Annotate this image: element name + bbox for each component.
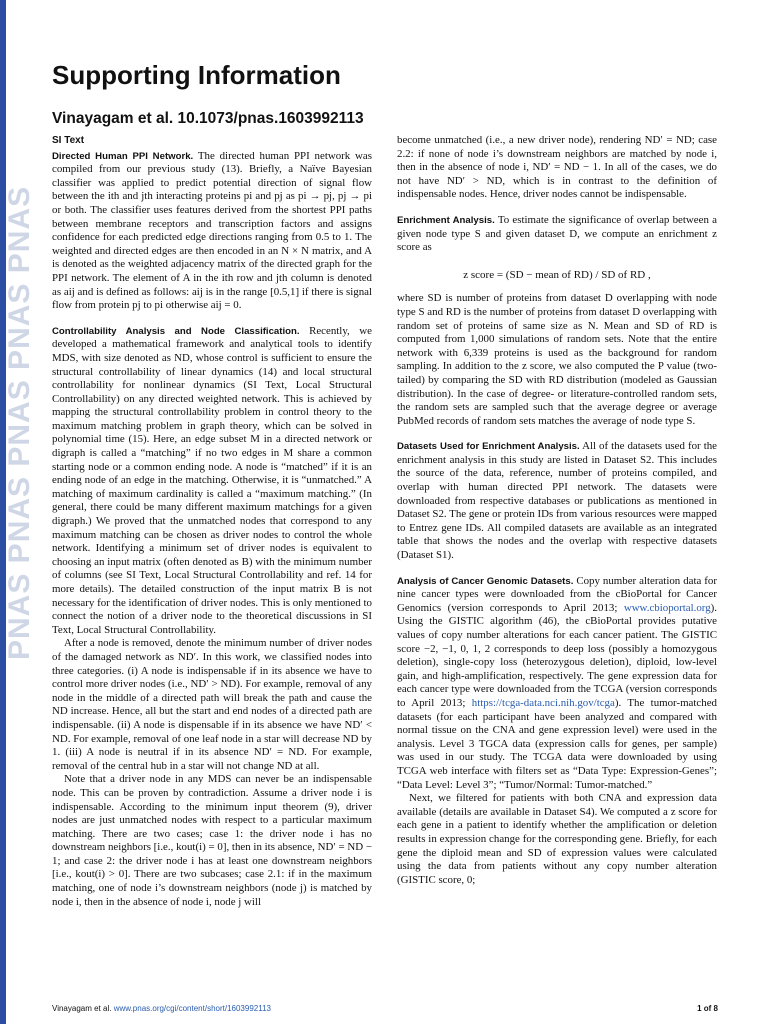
paragraph-text: ). Using the GISTIC algorithm (46), the cBioPortal provides putative values of copy number alterations for each cancer patient. The GISTIC score −2, −1, 0, 1, 2 corresponds to deep loss (possibly a homozygous deletion), single-copy loss (heterozygous deletion), diploid, low-level gain, and high-amplification, respectively. The gene expression data for each cancer type were downloaded from the TCGA (version corresponds to April 2013; — [397, 601, 717, 709]
paragraph-text: ). The tumor-matched datasets (for each participant have been analyzed and compared with normal tissue on the CNA and gene expression level) were used in the analysis. Level 3 TGCA data (expression calls for genes, per sample) was used in our study. The TCGA data were downloaded by using TCGA web interface with filters set as “Data Type: Expression-Genes”; “Data Level: Level 3”; “Tumor/Normal: Tumor-matched.” — [397, 696, 717, 791]
paragraph-datasets — [397, 440, 717, 562]
paragraph-text: To estimate the significance of overlap between a given node type S and given dataset D, we compute an enrichment z score as — [397, 213, 717, 254]
footer-authors: Vinayagam et al. — [52, 1004, 112, 1013]
paragraph-ppi-network — [52, 150, 372, 313]
section-heading: Enrichment Analysis. — [397, 214, 495, 226]
journal-sidebar — [0, 0, 36, 1024]
tcga-link[interactable]: https://tcga-data.nci.nih.gov/tcga — [471, 696, 615, 709]
authors-doi: Vinayagam et al. 10.1073/pnas.1603992113 — [52, 110, 364, 127]
section-heading: Datasets Used for Enrichment Analysis. — [397, 441, 580, 453]
paragraph-cancer-genomics — [397, 575, 717, 793]
footer-link[interactable]: www.pnas.org/cgi/content/short/1603992113 — [113, 1004, 271, 1013]
cbioportal-link[interactable]: www.cbioportal.org — [623, 601, 711, 614]
paragraph-cases-continued: become unmatched (i.e., a new driver node), rendering ND′ = ND; case 2.2: if none of node i’s downstream neighbors are matched by node i, then in the absence of node i, ND′ = ND − 1. In all of the cases, we do not have ND′ > ND, which is in contrast to the definition of indispensable nodes. Hence, driver nodes cannot be indispensable. — [397, 134, 717, 201]
section-heading: Directed Human PPI Network. — [52, 150, 194, 162]
left-column — [52, 134, 372, 909]
section-heading: Analysis of Cancer Genomic Datasets. — [397, 575, 574, 587]
paragraph-text: Copy number alteration data for nine cancer types were downloaded from the cBioPortal for Cancer Genomics (version corresponds to April 2013; — [397, 574, 718, 614]
section-heading: Controllability Analysis and Node Classification. — [52, 325, 300, 337]
zscore-equation: z score = (SD − mean of RD) / SD of RD , — [463, 268, 651, 281]
paragraph-zscore-definition: where SD is number of proteins from dataset D overlapping with node type S and RD is the number of proteins from dataset D overlapping with random set of proteins of same size as N. Mean and SD of RD is computed from 1,000 simulations of random sets. Note that the entire network with 6,339 proteins is used as the background for random sampling. In addition to the z score, we also computed the P value (two-tailed) by comparing the SD with RD distribution (modeled as Gaussian distribution). In the case of degree- or literature-controlled random sets, the random sets are sampled such that the average degree or average PubMed records of random sets matches the average of node type S. — [397, 292, 717, 427]
page-number: 1 of 8 — [697, 1004, 718, 1013]
paragraph-filtering: Next, we filtered for patients with both CNA and expression data available (details are available in Dataset S4). We computed a z score for each gene in a patient to identify whether the amplification or deletion results in expression change for the corresponding gene. Briefly, for each gene the diploid mean and SD of expression values were calculated using the data from patients without any copy number alteration (GISTIC score, 0; — [397, 792, 717, 886]
right-column — [397, 134, 717, 887]
paragraph-text: Recently, we developed a mathematical framework and analytical tools to identify MDS, with size denoted as ND, whose control is sufficient to ensure the structural controllability of linear dynamics (14) and local structural controllability for nonlinear dynamics (SI Text, Local Structural Controllability) on any directed weighted network. This is achieved by mapping the structural controllability problem in control theory to the maximum matching problem in graph theory, which can be solved in polynomial time (15). Here, an edge subset M in a directed network or digraph is called a “matching” if no two edges in M share a common starting node or a common ending node. A node is “matched” if it is an ending node of an edge in the matching. Otherwise, it is “unmatched.” A matching of maximum cardinality is called a “maximum matching.” (In general, there could be many different maximum matchings for a given digraph.) We proved that the unmatched nodes that correspond to any maximum matching can be chosen as driver nodes to control the whole network. Identifying a minimum set of driver nodes is equivalent to choosing an input matrix (often denoted as B) with the minimum number of columns (see SI Text, Local Structural Controllability and ref. 14 for more details). The detailed construction of the input matrix B is not necessary for the identification of driver nodes. This is only mentioned to connect the notion of a driver node to the theoretical discussions in SI Text, Local Structural Controllability. — [52, 324, 373, 636]
paragraph-text: The directed human PPI network was compiled from our previous study (13). Briefly, a Naïve Bayesian classifier was applied to predict potential direction of signal flow between the ith and jth interacting proteins pi and pj as pi → pj, pj → pi or both. The classifier uses features derived from the shortest PPI paths between membrane receptors and transcription factors and assigns confidence for each predicted edge directions ranging from 0.5 to 1. The weighted and directed edges are then encoded in an N × N matrix, and A is denoted as the weighted adjacency matrix of the directed graph for the PPI network. The element of A in the ith row and jth column is denoted as aij and is defined as follows: aij is in the range [0.5,1] if there is signal flow from protein pj to pi otherwise aij = 0. — [52, 149, 372, 312]
paragraph-node-categories: After a node is removed, denote the minimum number of driver nodes of the damaged network as ND′. In this work, we classified nodes into three categories. (i) A node is indispensable if in its absence we have to control more driver nodes (i.e., ND′ > ND). For example, removal of any node in the middle of a directed path will break the path and cause the ND increase. Hence, all but the start and end nodes of a directed path are indispensable. (ii) A node is dispensable if in its absence we have ND′ < ND. For example, removal of one leaf node in a star will decrease ND by 1. (iii) A node is neutral if in its absence ND′ = ND. For example, removal of the central hub in a star will not change ND at all. — [52, 637, 372, 772]
paragraph-text: All of the datasets used for the enrichment analysis in this study are listed in Dataset S2. This includes the source of the data, reference, number of proteins compiled, and overlap with human directed PPI network. The datasets were downloaded from respective databases or publications as mentioned in Dataset S2. The gene or protein IDs from various resources were mapped to Entrez gene IDs. All compiled datasets are available as an integrated table that shows the nodes and the overlap with respective datasets (Dataset S1). — [397, 440, 718, 562]
paragraph-controllability — [52, 325, 372, 638]
si-text-heading: SI Text — [52, 135, 85, 146]
paragraph-driver-proof: Note that a driver node in any MDS can never be an indispensable node. This can be proven by contradiction. Assume a driver node i is indispensable. According to the minimum input theorem (9), driver nodes are just unmatched nodes with respect to a particular maximum matching. There are two cases; case 1: the driver node i has no downstream neighbors [i.e., kout(i) = 0], then in its absence, ND′ = ND − 1; and case 2: the driver node i has at least one downstream neighbors [i.e., kout(i) > 0]. There are two subcases; case 2.1: if in the maximum matching, one of node i’s downstream neighbors (node j) is matched by node i, then in the absence of node i, node j will — [52, 773, 372, 908]
page-footer — [52, 1004, 718, 1013]
pnas-watermark: PNAS PNAS PNAS PNAS PNAS — [3, 185, 36, 660]
page-title: Supporting Information — [52, 60, 341, 90]
footer-citation — [52, 1004, 271, 1013]
paragraph-enrichment — [397, 214, 717, 255]
